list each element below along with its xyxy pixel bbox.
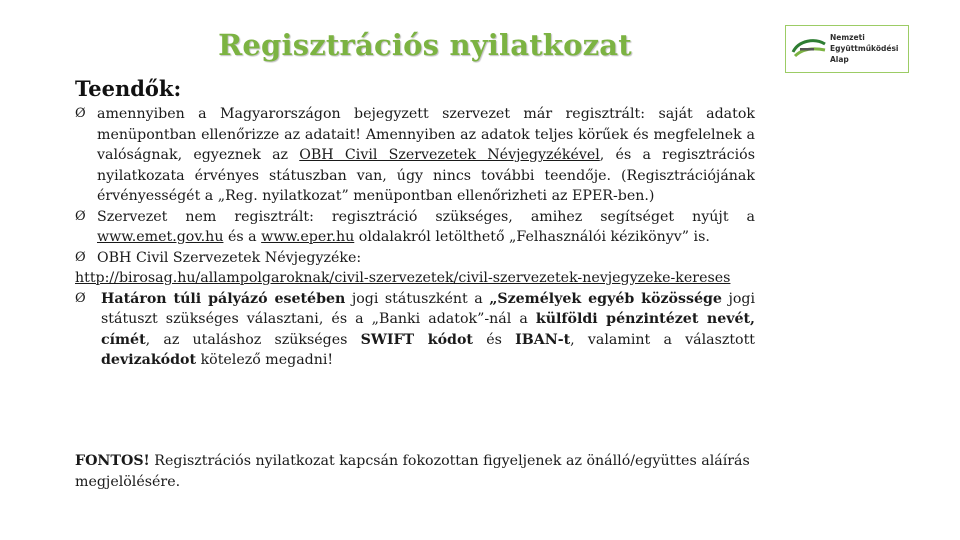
emet-link[interactable]: www.emet.gov.hu	[97, 229, 224, 245]
logo	[785, 25, 909, 73]
logo-icon	[791, 36, 827, 62]
birosag-url-link[interactable]: http://birosag.hu/allampolgaroknak/civil-szervezetek/civil-szervezetek-nevjegyzeke-kereses	[75, 270, 731, 286]
eper-link[interactable]: www.eper.hu	[261, 229, 355, 245]
list-item: Ø OBH Civil Szervezetek Névjegyzéke:	[75, 248, 755, 269]
page-title: Regisztrációs nyilatkozat	[218, 28, 632, 62]
important-note	[75, 451, 755, 493]
important-text: Regisztrációs nyilatkozat kapcsán fokozottan figyeljenek az önálló/együttes aláírás megjelölésére.	[75, 453, 750, 490]
list-item: Ø Szervezet nem regisztrált: regisztráció szükséges, amihez segítséget nyújt a www.emet.gov.hu és a www.eper.hu oldalakról letölthető „Felhasználói kézikönyv” is.	[75, 208, 755, 245]
logo-text: Nemzeti Együttműködési Alap	[830, 33, 899, 64]
arrow-bullet-icon: Ø	[75, 106, 86, 121]
section-heading: Teendők:	[75, 76, 182, 101]
obh-link[interactable]: OBH Civil Szervezetek Névjegyzékével	[299, 147, 600, 163]
arrow-bullet-icon: Ø	[75, 290, 86, 306]
list-item: Ø Határon túli pályázó esetében jogi státuszként a „Személyek egyéb közössége jogi státuszt szükséges választani, és a „Banki adatok”-nál a külföldi pénzintézet nevét, címét, az utaláshoz szükséges SWIFT kódot és IBAN-t, valamint a választott devizakódot kötelező megadni!	[75, 290, 756, 368]
arrow-bullet-icon: Ø	[75, 249, 86, 265]
content-body	[75, 104, 755, 371]
arrow-bullet-icon: Ø	[75, 208, 86, 224]
list-item: Ø amennyiben a Magyarországon bejegyzett szervezet már regisztrált: saját adatok menüpontban ellenőrizze az adatait! Amennyiben az adatok teljes körűek és megfelelnek a valóságnak, egyeznek az OBH Civil Szervezetek Névjegyzékével, és a regisztrációs nyilatkozata érvényes státuszban van, úgy nincs további teendője. (Regisztrációjának érvényességét a „Reg. nyilatkozat” menüpontban ellenőrizheti az EPER-ben.)	[75, 106, 755, 204]
important-label: FONTOS!	[75, 453, 150, 469]
